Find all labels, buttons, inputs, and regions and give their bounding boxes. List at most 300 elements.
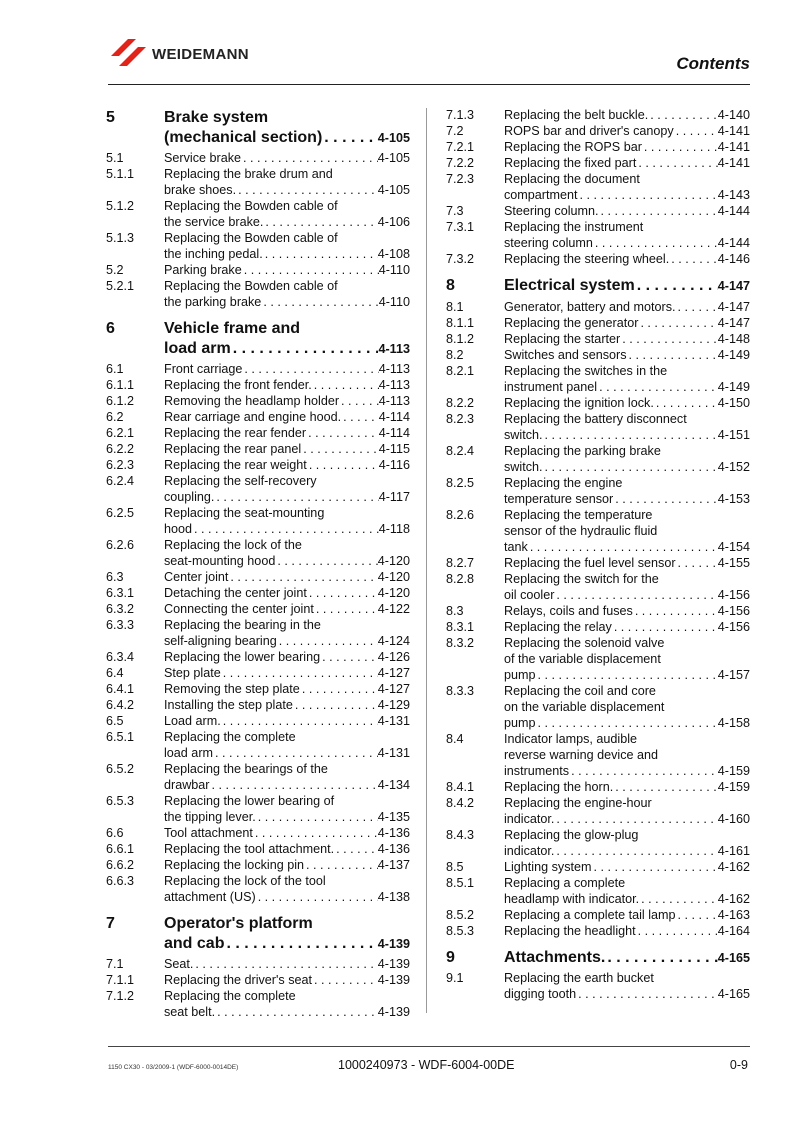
dot-leader [224, 934, 377, 954]
toc-title [504, 315, 750, 331]
toc-entry[interactable] [446, 555, 750, 571]
dot-leader [320, 649, 378, 665]
dot-leader [613, 491, 718, 507]
toc-title-line: Replacing the seat-mounting [164, 506, 325, 520]
dot-leader [210, 777, 378, 793]
toc-title [504, 347, 750, 363]
toc-title-line: Replacing the document [504, 172, 640, 186]
toc-title [164, 617, 410, 649]
toc-number: 8.5.3 [446, 923, 475, 938]
toc-title-line: Rear carriage and engine hood. [164, 410, 342, 424]
toc-page: 4-159 [717, 763, 750, 778]
toc-title [164, 601, 410, 617]
toc-page: 4-114 [378, 410, 410, 424]
toc-page: 4-155 [717, 555, 750, 570]
toc-page: 4-141 [717, 140, 750, 154]
toc-title [504, 276, 750, 297]
dot-leader [543, 459, 718, 475]
toc-title-line: Replacing the lower bearing [164, 650, 321, 664]
toc-number: 6.3.1 [106, 586, 135, 600]
toc-title-line: Replacing the temperature [504, 507, 653, 522]
toc-page: 4-113 [378, 362, 410, 376]
toc-title-line: sensor of the hydraulic fluid [504, 523, 658, 538]
toc-entry[interactable] [446, 363, 750, 395]
toc-entry[interactable] [446, 107, 750, 123]
toc-entry[interactable] [106, 873, 410, 905]
toc-entry[interactable] [446, 411, 750, 443]
toc-title [504, 475, 750, 507]
toc-page: 4-162 [717, 859, 750, 874]
toc-title-line: Removing the headlamp holder [164, 394, 340, 408]
toc-entry[interactable] [446, 171, 750, 203]
dot-leader [256, 889, 378, 905]
dot-leader [669, 251, 718, 267]
toc-title-line: instrument panel [504, 379, 598, 394]
toc-entry[interactable] [446, 827, 750, 859]
footer-doc-info: 1150 CX30 - 03/2009-1 (WDF-6000-0014DE) [108, 1064, 239, 1071]
toc-entry[interactable] [446, 970, 750, 1002]
toc-entry[interactable] [446, 219, 750, 251]
dot-leader [263, 214, 377, 230]
toc-title-line: Lighting system [504, 859, 592, 874]
toc-page: 4-144 [717, 204, 750, 218]
dot-leader [307, 457, 379, 473]
toc-entry[interactable] [106, 585, 410, 601]
dot-leader [301, 441, 378, 457]
toc-title-line: self-aligning bearing [164, 634, 277, 648]
toc-title-line: Replacing the Bowden cable of [164, 279, 338, 293]
dot-leader [231, 339, 379, 359]
toc-entry[interactable] [446, 683, 750, 731]
toc-page: 4-156 [717, 587, 750, 602]
toc-title-line: temperature sensor [504, 491, 614, 506]
toc-title-line: hood [164, 522, 193, 536]
toc-title-line: seat belt. [164, 1005, 216, 1019]
dot-leader [635, 276, 718, 296]
toc-number: 7.2.3 [446, 172, 475, 186]
footer-rule [108, 1046, 750, 1047]
toc-title-line: Operator's platform [164, 915, 313, 932]
dot-leader [676, 555, 718, 571]
dot-leader [536, 715, 718, 731]
toc-number: 7.3.2 [446, 252, 475, 266]
toc-number: 7.3 [446, 204, 464, 218]
dot-leader [263, 246, 378, 262]
toc-entry[interactable] [106, 665, 410, 681]
toc-number: 6.3.4 [106, 650, 135, 664]
toc-title-line: Replacing the relay [504, 619, 612, 634]
toc-entry[interactable] [446, 347, 750, 363]
toc-entry[interactable] [106, 988, 410, 1020]
toc-title-line: Steering column. [504, 204, 599, 218]
toc-entry[interactable] [106, 713, 410, 729]
toc-entry[interactable] [106, 150, 410, 166]
dot-leader [306, 425, 379, 441]
toc-title-line: Replacing a complete tail lamp [504, 907, 676, 922]
toc-number: 6.5.3 [106, 794, 135, 808]
toc-title [504, 555, 750, 571]
toc-entry[interactable] [106, 425, 410, 441]
toc-title-line: Connecting the center joint [164, 602, 314, 616]
toc-entry[interactable] [106, 230, 410, 262]
toc-title [164, 972, 410, 988]
toc-number: 7.2.2 [446, 156, 475, 170]
toc-title-line: Replacing the Bowden cable of [164, 231, 338, 245]
dot-leader [221, 713, 378, 729]
toc-entry[interactable] [106, 956, 410, 972]
toc-title [504, 123, 750, 139]
toc-entry[interactable] [106, 601, 410, 617]
toc-title [504, 827, 750, 859]
toc-entry[interactable] [446, 507, 750, 555]
toc-title [504, 731, 750, 779]
toc-chapter[interactable] [106, 914, 410, 954]
toc-number: 7.1.3 [446, 108, 475, 122]
toc-title-line: reverse warning device and [504, 747, 659, 762]
toc-number: 5.2 [106, 263, 124, 277]
toc-number: 7.1 [106, 957, 124, 971]
toc-chapter[interactable] [106, 319, 410, 359]
toc-page: 4-108 [377, 247, 410, 261]
toc-entry[interactable] [446, 779, 750, 795]
toc-page: 4-105 [377, 151, 410, 165]
toc-title-line: Replacing the engine-hour [504, 795, 652, 810]
toc-number: 8.1.2 [446, 331, 475, 346]
toc-entry[interactable] [106, 441, 410, 457]
toc-number: 8.4.3 [446, 827, 475, 842]
dot-leader [242, 262, 379, 278]
toc-title [164, 914, 410, 954]
toc-chapter[interactable] [446, 276, 750, 297]
toc-entry[interactable] [446, 123, 750, 139]
toc-title [504, 907, 750, 923]
toc-entry[interactable] [106, 681, 410, 697]
toc-title-line: the inching pedal. [164, 247, 263, 261]
toc-entry[interactable] [446, 331, 750, 347]
toc-title [164, 473, 410, 505]
toc-title [164, 393, 410, 409]
toc-page: 4-136 [377, 826, 410, 840]
footer-page-number: 0-9 [729, 1058, 748, 1072]
toc-number: 5.1.2 [106, 199, 135, 213]
toc-number: 6.1.1 [106, 378, 135, 392]
toc-entry[interactable] [446, 395, 750, 411]
toc-title [164, 713, 410, 729]
toc-entry[interactable] [106, 278, 410, 310]
toc-number: 6.1 [106, 362, 124, 376]
toc-entry[interactable] [106, 841, 410, 857]
toc-title-line: Installing the step plate [164, 698, 293, 712]
toc-title-line: Service brake [164, 151, 241, 165]
dot-leader [569, 763, 718, 779]
toc-entry[interactable] [446, 795, 750, 827]
toc-right-column [446, 107, 750, 1002]
toc-page: 4-110 [378, 263, 410, 277]
dot-leader [554, 811, 717, 827]
toc-entry[interactable] [446, 299, 750, 315]
toc-number: 7 [106, 915, 115, 932]
toc-title [164, 857, 410, 873]
dot-leader [312, 377, 379, 393]
dot-leader [193, 956, 377, 972]
toc-page: 4-105 [377, 130, 410, 145]
toc-number: 8.5.2 [446, 907, 475, 922]
toc-title [164, 166, 410, 198]
toc-title [504, 251, 750, 267]
toc-title [504, 859, 750, 875]
toc-page: 4-140 [717, 108, 750, 122]
toc-entry[interactable] [446, 571, 750, 603]
toc-entry[interactable] [106, 972, 410, 988]
dot-leader [593, 235, 718, 251]
toc-entry[interactable] [106, 166, 410, 198]
toc-title [164, 956, 410, 972]
toc-entry[interactable] [446, 619, 750, 635]
toc-chapter[interactable] [446, 948, 750, 969]
toc-entry[interactable] [446, 251, 750, 267]
toc-page: 4-154 [717, 539, 750, 554]
toc-page: 4-139 [377, 973, 410, 987]
toc-entry[interactable] [446, 859, 750, 875]
toc-number: 6.3 [106, 570, 124, 584]
dot-leader [322, 128, 378, 148]
toc-page: 4-147 [717, 279, 750, 293]
toc-title [164, 409, 410, 425]
toc-page: 4-159 [717, 779, 750, 794]
toc-entry[interactable] [446, 923, 750, 939]
toc-page: 4-147 [717, 315, 750, 330]
toc-page: 4-144 [717, 236, 750, 250]
toc-title-line: Replacing the lock of the [164, 538, 302, 552]
toc-title-line: Replacing the switches in the [504, 363, 668, 378]
toc-page: 4-131 [377, 746, 410, 760]
header-rule [108, 84, 750, 85]
dot-leader [314, 601, 378, 617]
dot-leader [341, 409, 379, 425]
toc-page: 4-105 [377, 183, 410, 197]
dot-leader [597, 379, 718, 395]
toc-title-line: attachment (US) [164, 890, 256, 904]
toc-entry[interactable] [106, 457, 410, 473]
toc-entry[interactable] [446, 635, 750, 683]
toc-entry[interactable] [446, 475, 750, 507]
toc-title-line: Replacing the Bowden cable of [164, 199, 338, 213]
toc-page: 4-113 [378, 378, 410, 392]
toc-title-line: pump [504, 667, 536, 682]
toc-title-line: Replacing the brake drum and [164, 167, 333, 181]
toc-title [504, 948, 750, 969]
toc-entry[interactable] [106, 617, 410, 649]
toc-title [504, 363, 750, 395]
toc-entry[interactable] [106, 857, 410, 873]
toc-title-line: pump [504, 715, 536, 730]
toc-title-line: Replacing the generator [504, 315, 639, 330]
toc-number: 8.2.8 [446, 571, 475, 586]
toc-page: 4-161 [717, 843, 750, 858]
toc-title [164, 761, 410, 793]
toc-entry[interactable] [106, 393, 410, 409]
toc-entry[interactable] [106, 537, 410, 569]
toc-title-line: headlamp with indicator. [504, 891, 640, 906]
toc-chapter[interactable] [106, 108, 410, 148]
toc-number: 8.2.2 [446, 395, 475, 410]
toc-title-line: Replacing the front fender. [164, 378, 312, 392]
dot-leader [213, 745, 378, 761]
toc-title-line: Replacing the solenoid valve [504, 635, 665, 650]
dot-leader [638, 315, 717, 331]
toc-title-line: Replacing the lower bearing of [164, 794, 335, 808]
toc-entry[interactable] [106, 473, 410, 505]
toc-page: 4-127 [377, 666, 410, 680]
toc-title [504, 875, 750, 907]
toc-entry[interactable] [446, 603, 750, 619]
dot-leader [293, 697, 378, 713]
toc-page: 4-129 [377, 698, 410, 712]
toc-title-line: Indicator lamps, audible [504, 731, 638, 746]
toc-number: 7.1.1 [106, 973, 135, 987]
toc-title-line: brake shoes. [164, 183, 237, 197]
toc-page: 4-114 [378, 426, 410, 440]
toc-page: 4-115 [378, 442, 410, 456]
toc-entry[interactable] [106, 505, 410, 537]
toc-number: 8.3.3 [446, 683, 475, 698]
toc-title [504, 443, 750, 475]
dot-leader [192, 521, 379, 537]
toc-entry[interactable] [446, 907, 750, 923]
toc-title-line: Replacing the self-recovery [164, 474, 317, 488]
toc-page: 4-147 [717, 299, 750, 314]
toc-number: 8.2.4 [446, 443, 475, 458]
toc-title-line: indicator. [504, 811, 555, 826]
toc-entry[interactable] [106, 262, 410, 278]
toc-number: 8.2.3 [446, 411, 475, 426]
toc-title [164, 537, 410, 569]
dot-leader [215, 1004, 378, 1020]
toc-entry[interactable] [106, 761, 410, 793]
weidemann-logo-icon [108, 34, 148, 74]
toc-title [164, 988, 410, 1020]
toc-title [164, 841, 410, 857]
toc-number: 8.4.2 [446, 795, 475, 810]
toc-entry[interactable] [106, 361, 410, 377]
toc-title [164, 108, 410, 148]
toc-entry[interactable] [106, 569, 410, 585]
toc-title-line: Replacing the instrument [504, 220, 644, 234]
toc-title-line: drawbar [164, 778, 210, 792]
toc-page: 4-164 [717, 923, 750, 938]
toc-title [504, 411, 750, 443]
toc-title [164, 230, 410, 262]
toc-title [504, 635, 750, 683]
toc-title-line: Attachments. [504, 948, 606, 966]
toc-entry[interactable] [446, 155, 750, 171]
toc-number: 6.2.3 [106, 458, 135, 472]
dot-leader [241, 150, 378, 166]
toc-number: 8.4.1 [446, 779, 475, 794]
toc-title-line: Replacing the ROPS bar [504, 140, 642, 154]
toc-title-line: Replacing the earth bucket [504, 971, 654, 985]
toc-title-line: Replacing the steering wheel. [504, 252, 670, 266]
toc-entry[interactable] [106, 825, 410, 841]
toc-title-line: load arm [164, 339, 231, 357]
toc-entry[interactable] [446, 315, 750, 331]
toc-title [504, 219, 750, 251]
toc-title-line: Replacing the ignition lock. [504, 395, 654, 410]
toc-title [164, 319, 410, 359]
toc-number: 6.2.1 [106, 426, 135, 440]
toc-entry[interactable] [106, 729, 410, 761]
dot-leader [300, 681, 378, 697]
dot-leader [648, 107, 718, 123]
toc-title [504, 139, 750, 155]
toc-title-line: Relays, coils and fuses [504, 603, 633, 618]
dot-leader [613, 779, 718, 795]
toc-entry[interactable] [106, 409, 410, 425]
dot-leader [242, 361, 378, 377]
toc-entry[interactable] [106, 198, 410, 230]
toc-entry[interactable] [446, 875, 750, 907]
toc-number: 6.2.4 [106, 474, 135, 488]
toc-title-line: Replacing the lock of the tool [164, 874, 326, 888]
dot-leader [261, 294, 378, 310]
toc-number: 6.4.1 [106, 682, 135, 696]
toc-page: 4-110 [378, 295, 410, 309]
toc-page: 4-141 [717, 156, 750, 170]
toc-number: 6.1.2 [106, 394, 135, 408]
toc-entry[interactable] [106, 649, 410, 665]
toc-entry[interactable] [106, 793, 410, 825]
toc-title-line: Generator, battery and motors. [504, 299, 676, 314]
toc-number: 8 [446, 277, 455, 294]
toc-title-line: Replacing the driver's seat [164, 973, 313, 987]
toc-entry[interactable] [446, 203, 750, 219]
toc-title-line: Switches and sensors [504, 347, 627, 362]
toc-entry[interactable] [446, 443, 750, 475]
toc-title-line: Detaching the center joint [164, 586, 307, 600]
dot-leader [654, 395, 718, 411]
toc-number: 8.5.1 [446, 875, 475, 890]
toc-page: 4-139 [377, 957, 410, 971]
toc-number: 6.2.2 [106, 442, 135, 456]
section-title: Contents [676, 54, 750, 73]
toc-number: 8.2.6 [446, 507, 475, 522]
toc-title-line: Replacing the switch for the [504, 571, 659, 586]
toc-number: 6.5 [106, 714, 124, 728]
toc-title-line: Center joint [164, 570, 229, 584]
toc-title [164, 585, 410, 601]
toc-page: 4-163 [717, 907, 750, 922]
toc-number: 8.3.1 [446, 619, 475, 634]
toc-number: 8.2 [446, 347, 464, 362]
toc-entry[interactable] [106, 377, 410, 393]
toc-title [164, 681, 410, 697]
toc-page: 4-117 [378, 490, 410, 504]
dot-leader [676, 907, 718, 923]
dot-leader [339, 393, 379, 409]
toc-title [504, 395, 750, 411]
toc-number: 7.1.2 [106, 989, 135, 1003]
toc-title-line: Replacing the glow-plug [504, 827, 639, 842]
toc-entry[interactable] [446, 139, 750, 155]
toc-page: 4-106 [377, 215, 410, 229]
toc-number: 6.2 [106, 410, 124, 424]
toc-entry[interactable] [446, 731, 750, 779]
dot-leader [554, 843, 717, 859]
toc-title [164, 729, 410, 761]
toc-number: 8.1.1 [446, 315, 475, 330]
dot-leader [304, 857, 378, 873]
toc-entry[interactable] [106, 697, 410, 713]
